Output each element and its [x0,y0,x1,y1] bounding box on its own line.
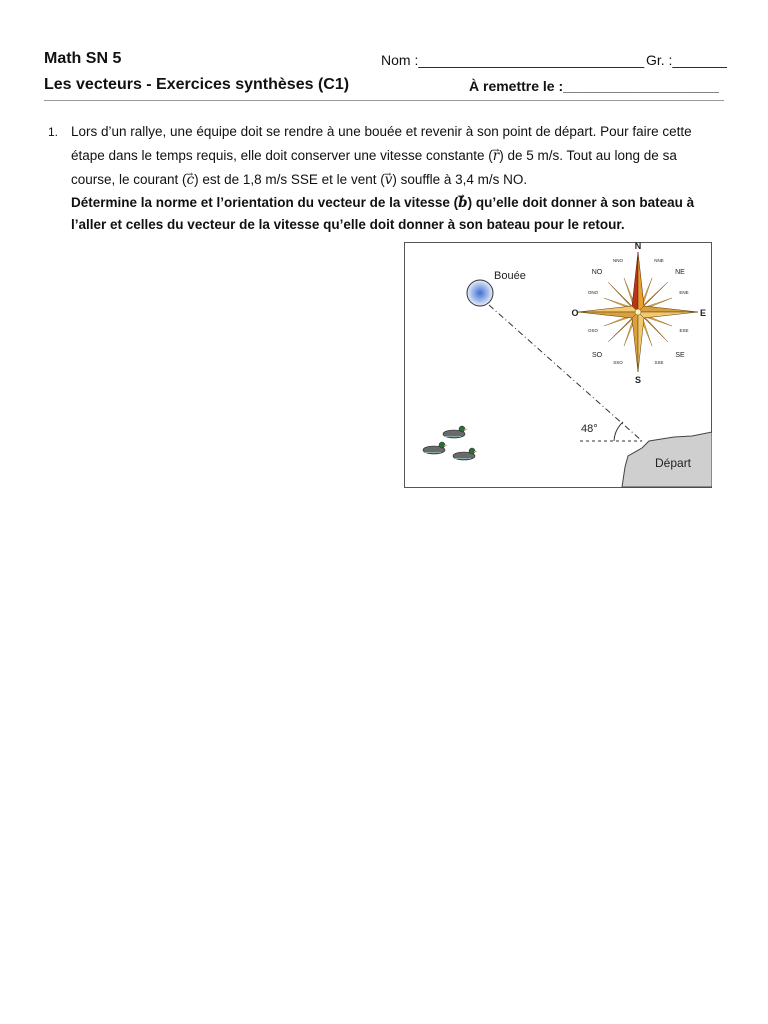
angle-label: 48° [581,423,598,435]
due-date-field[interactable]: À remettre le :____________________ [469,78,719,94]
compass-n: N [634,242,642,251]
compass-s: S [634,375,642,385]
compass-no: NO [591,269,603,276]
statement-part-d: ) souffle à 3,4 m/s NO. [392,172,528,187]
question-part-b: ) qu’elle doit donner à son bateau à l’aller et celles du vecteur de la vitesse qu’elle doit donner à son bateau pour le retour. [71,195,695,232]
vector-c: → c [187,172,195,188]
group-field[interactable]: Gr. :_______ [646,52,727,68]
statement-part-a: Lors d’un rallye, une équipe doit se rendre à une bouée et revenir à son point de départ. Pour faire cette étape dans le temps requis, elle doit conserver une vitesse constante ( [71,124,692,163]
vector-v: → v [385,172,393,188]
compass-ene: ENE [679,290,689,295]
statement-part-b: ) de 5 m/s. Tout au long de sa course, le courant ( [71,148,677,187]
compass-sse: SSE [654,360,664,365]
compass-oso: OSO [587,328,599,333]
compass-ono: ONO [587,290,599,295]
course-title: Math SN 5 [44,50,122,67]
problem-number: 1. [48,125,59,139]
compass-e: E [699,308,707,318]
rally-figure [404,242,712,488]
vector-b: → b [458,195,467,211]
compass-nno: NNO [613,258,623,263]
header-divider [44,100,724,101]
statement-part-c: ) est de 1,8 m/s SSE et le vent ( [194,172,385,187]
buoy-label: Bouée [494,270,526,282]
start-label: Départ [655,456,692,470]
worksheet-subtitle: Les vecteurs - Exercices synthèses (C1) [44,76,350,93]
compass-nne: NNE [654,258,664,263]
buoy-icon [467,280,493,306]
question-part-a: Détermine la norme et l’orientation du vecteur de la vitesse ( [71,195,459,210]
name-field[interactable]: Nom :_____________________________ [381,52,645,68]
compass-ne: NE [675,269,685,276]
vector-r: → r [493,148,499,164]
compass-sso: SSO [613,360,623,365]
compass-ese: ESE [679,328,689,333]
problem-statement [71,120,708,192]
compass-se: SE [675,352,685,359]
compass-o: O [571,308,579,318]
problem-question [71,192,708,236]
compass-so: SO [591,352,603,359]
problem-1 [48,120,708,236]
